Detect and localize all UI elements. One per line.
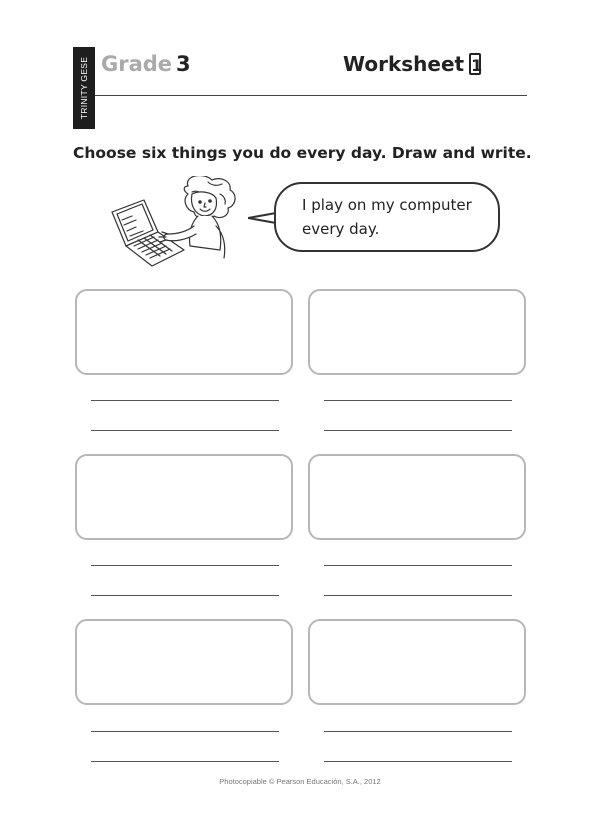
side-tab: [73, 47, 95, 129]
speech-line-1: I play on my computer: [302, 196, 472, 214]
drawing-box-2[interactable]: [308, 289, 526, 375]
instruction-text: Choose six things you do every day. Draw and write.: [73, 144, 532, 162]
drawing-box-6[interactable]: [308, 619, 526, 705]
drawing-box-1[interactable]: [75, 289, 293, 375]
worksheet-label: Worksheet: [343, 52, 465, 76]
drawing-box-4[interactable]: [308, 454, 526, 540]
writing-line-4b[interactable]: [324, 595, 512, 596]
writing-line-4a[interactable]: [324, 565, 512, 566]
writing-line-5b[interactable]: [91, 761, 279, 762]
writing-line-2b[interactable]: [324, 430, 512, 431]
side-tab-label: TRINITY GESE: [79, 56, 90, 120]
drawing-box-3[interactable]: [75, 454, 293, 540]
drawing-box-5[interactable]: [75, 619, 293, 705]
grade-number: 3: [176, 52, 191, 76]
copyright-footer: Photocopiable © Pearson Educación, S.A., 2012: [219, 777, 381, 786]
writing-line-3b[interactable]: [91, 595, 279, 596]
writing-line-1b[interactable]: [91, 430, 279, 431]
worksheet-heading: [343, 50, 481, 78]
writing-line-3a[interactable]: [91, 565, 279, 566]
girl-with-laptop-illustration: [108, 176, 248, 268]
writing-line-5a[interactable]: [91, 731, 279, 732]
speech-line-2: every day.: [302, 220, 380, 238]
writing-line-6b[interactable]: [324, 761, 512, 762]
grade-label: Grade: [101, 52, 173, 76]
grade-heading: [101, 50, 191, 78]
header-rule: [95, 95, 527, 96]
speech-bubble-text: [302, 193, 492, 241]
worksheet-number: 1: [469, 53, 481, 75]
writing-line-2a[interactable]: [324, 400, 512, 401]
writing-line-6a[interactable]: [324, 731, 512, 732]
writing-line-1a[interactable]: [91, 400, 279, 401]
speech-bubble: [274, 182, 500, 252]
